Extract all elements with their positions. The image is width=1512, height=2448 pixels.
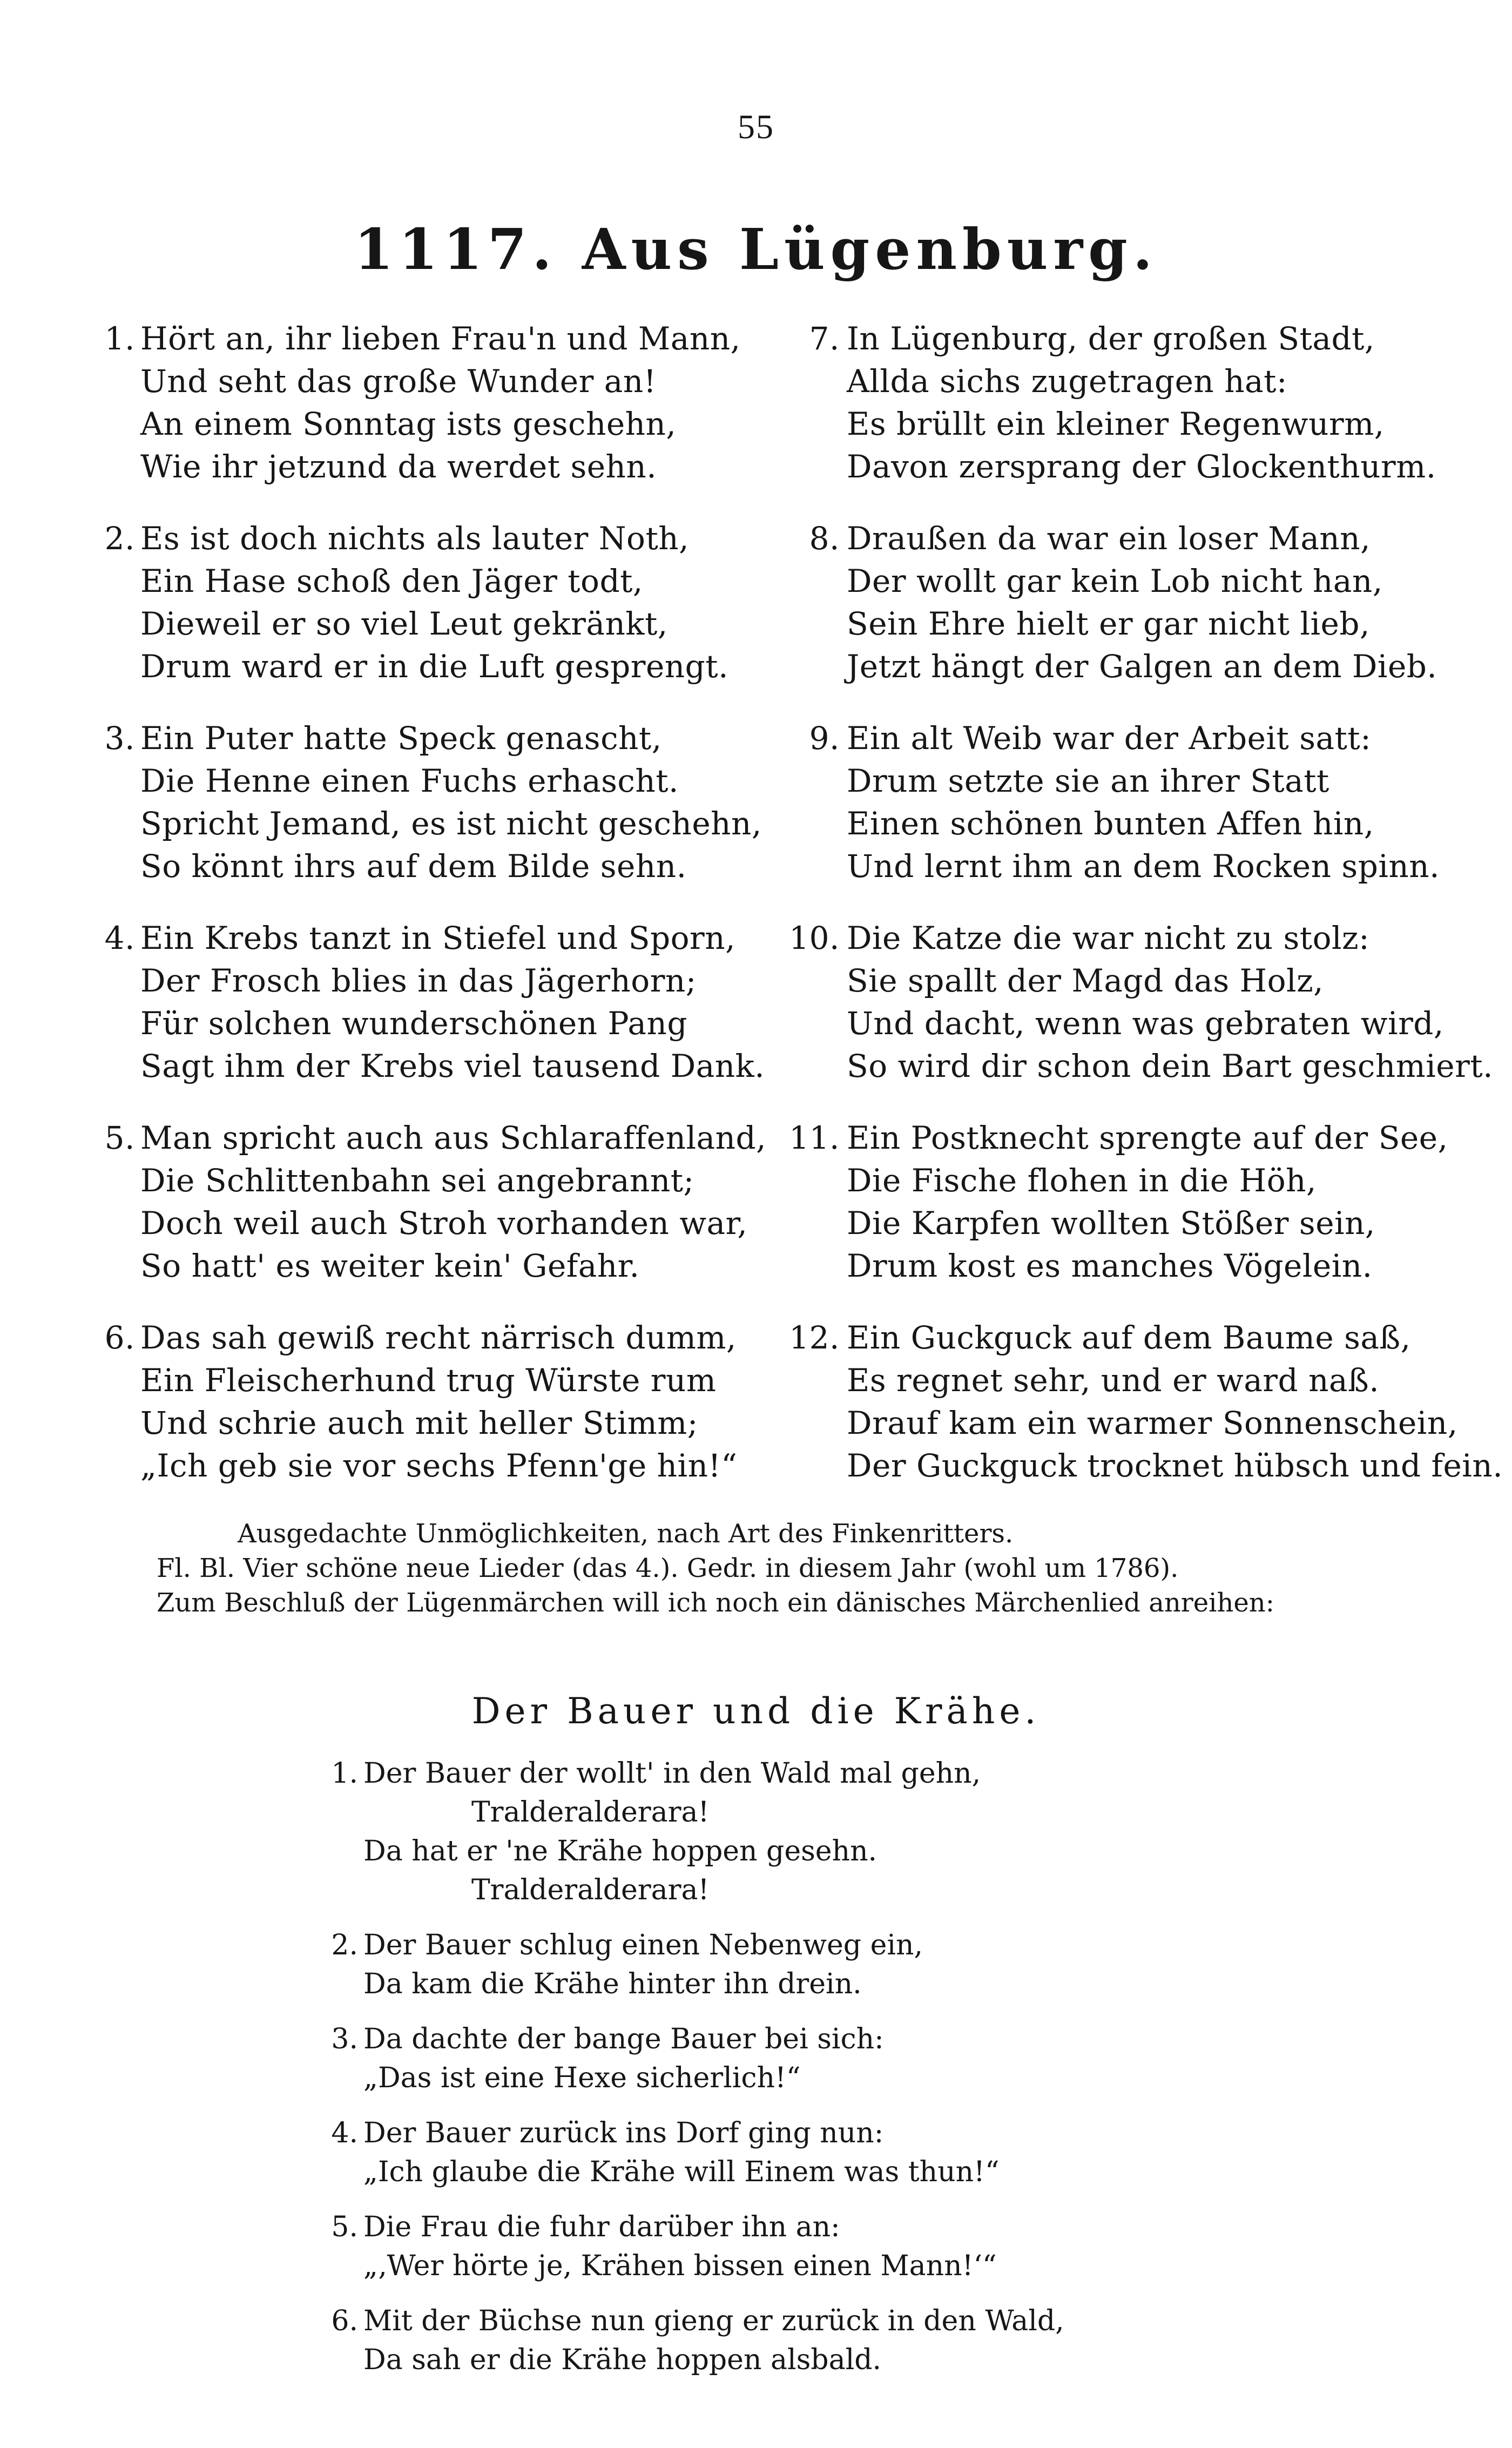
stanza-number: 1. — [331, 1757, 358, 1790]
verse-line: Es brüllt ein kleiner Regenwurm, — [847, 406, 1385, 442]
refrain-line: Tralderalderara! — [471, 1796, 710, 1829]
verse-line: Ein Fleischerhund trug Würste rum — [140, 1362, 717, 1399]
verse-line: Sagt ihm der Krebs viel tausend Dank. — [140, 1048, 765, 1084]
verse-line: Der Frosch blies in das Jägerhorn; — [140, 962, 697, 999]
sub-song-title: Der Bauer und die Krähe. — [471, 1690, 1041, 1732]
verse-line: Die Karpfen wollten Stößer sein, — [847, 1205, 1375, 1242]
verse-line: Es ist doch nichts als lauter Noth, — [140, 520, 690, 557]
verse-line: Mit der Büchse nun gieng er zurück in den Wald, — [363, 2305, 1064, 2337]
verse-line: „‚Wer hörte je, Krähen bissen einen Mann!‘“ — [363, 2250, 997, 2282]
verse-line: Allda sichs zugetragen hat: — [847, 363, 1287, 400]
verse-line: Da dachte der bange Bauer bei sich: — [363, 2023, 884, 2055]
stanza-number: 4. — [331, 2117, 358, 2149]
verse-line: Drum ward er in die Luft gesprengt. — [140, 648, 728, 685]
verse-line: Die Fische flohen in die Höh, — [847, 1162, 1317, 1199]
song-title: 1117. Aus Lügenburg. — [354, 216, 1158, 282]
verse-line: So könnt ihrs auf dem Bilde sehn. — [140, 848, 687, 885]
verse-line: „Ich geb sie vor sechs Pfenn'ge hin!“ — [140, 1447, 738, 1484]
verse-line: Da hat er 'ne Krähe hoppen gesehn. — [363, 1835, 878, 1867]
verse-line: Drum setzte sie an ihrer Statt — [847, 763, 1329, 799]
stanza-number: 11. — [789, 1120, 840, 1156]
stanza-number: 3. — [104, 720, 135, 757]
stanza-number: 5. — [104, 1120, 135, 1156]
verse-line: Die Katze die war nicht zu stolz: — [847, 920, 1370, 956]
source-line: Fl. Bl. Vier schöne neue Lieder (das 4.). Gedr. in diesem Jahr (wohl um 1786). — [157, 1553, 1179, 1583]
verse-line: Dieweil er so viel Leut gekränkt, — [140, 605, 668, 642]
stanza-number: 4. — [104, 920, 135, 956]
source-line: Ausgedachte Unmöglichkeiten, nach Art des Finkenritters. — [238, 1519, 1014, 1549]
verse-line: Ein Hase schoß den Jäger todt, — [140, 563, 643, 599]
verse-line: Ein Postknecht sprengte auf der See, — [847, 1120, 1448, 1156]
verse-line: Ein alt Weib war der Arbeit satt: — [847, 720, 1372, 757]
verse-line: Für solchen wunderschönen Pang — [140, 1005, 687, 1042]
verse-line: Der wollt gar kein Lob nicht han, — [847, 563, 1383, 599]
verse-line: In Lügenburg, der großen Stadt, — [847, 320, 1375, 357]
verse-line: Man spricht auch aus Schlaraffenland, — [140, 1120, 767, 1156]
verse-line: Da kam die Krähe hinter ihn drein. — [363, 1968, 862, 2000]
verse-line: Und schrie auch mit heller Stimm; — [140, 1405, 698, 1441]
verse-line: Draußen da war ein loser Mann, — [847, 520, 1371, 557]
stanza-number: 6. — [104, 1319, 135, 1356]
verse-line: So hatt' es weiter kein' Gefahr. — [140, 1247, 640, 1284]
verse-line: Ein Puter hatte Speck genascht, — [140, 720, 662, 757]
stanza-number: 2. — [331, 1929, 358, 1961]
verse-line: Sie spallt der Magd das Holz, — [847, 962, 1324, 999]
verse-line: Wie ihr jetzund da werdet sehn. — [140, 448, 657, 485]
refrain-line: Tralderalderara! — [471, 1874, 710, 1906]
verse-line: Es regnet sehr, und er ward naß. — [847, 1362, 1380, 1399]
verse-line: Da sah er die Krähe hoppen alsbald. — [363, 2344, 882, 2376]
verse-line: Ein Guckguck auf dem Baume saß, — [847, 1319, 1411, 1356]
source-note — [157, 1516, 1399, 1620]
verse-line: Die Frau die fuhr darüber ihn an: — [363, 2211, 840, 2243]
stanza-number: 12. — [789, 1319, 840, 1356]
verse-line: Sein Ehre hielt er gar nicht lieb, — [847, 605, 1370, 642]
stanza-number: 3. — [331, 2023, 358, 2055]
verse-line: Der Bauer der wollt' in den Wald mal gehn, — [363, 1757, 981, 1790]
verse-line: Jetzt hängt der Galgen an dem Dieb. — [847, 648, 1437, 685]
verse-line: Und seht das große Wunder an! — [140, 363, 657, 400]
verse-line: Das sah gewiß recht närrisch dumm, — [140, 1319, 737, 1356]
verse-line: Ein Krebs tanzt in Stiefel und Sporn, — [140, 920, 736, 956]
verse-line: Der Bauer schlug einen Nebenweg ein, — [363, 1929, 923, 1961]
verse-line: Der Bauer zurück ins Dorf ging nun: — [363, 2117, 884, 2149]
verse-line: Doch weil auch Stroh vorhanden war, — [140, 1205, 748, 1242]
verse-line: Einen schönen bunten Affen hin, — [847, 805, 1374, 842]
verse-line: Und dacht, wenn was gebraten wird, — [847, 1005, 1444, 1042]
verse-line: „Das ist eine Hexe sicherlich!“ — [363, 2062, 801, 2094]
stanza-number: 9. — [809, 720, 840, 757]
source-line: Zum Beschluß der Lügenmärchen will ich noch ein dänisches Märchenlied anreihen: — [157, 1588, 1274, 1618]
verse-line: „Ich glaube die Krähe will Einem was thun!“ — [363, 2156, 1000, 2188]
verse-line: Drum kost es manches Vögelein. — [847, 1247, 1373, 1284]
stanza-number: 7. — [809, 320, 840, 357]
verse-line: Spricht Jemand, es ist nicht geschehn, — [140, 805, 762, 842]
verse-line: Und lernt ihm an dem Rocken spinn. — [847, 848, 1440, 885]
stanza-number: 8. — [809, 520, 840, 557]
verse-line: So wird dir schon dein Bart geschmiert. — [847, 1048, 1494, 1084]
stanza-number: 2. — [104, 520, 135, 557]
page-number: 55 — [738, 107, 774, 146]
verse-line: Der Guckguck trocknet hübsch und fein. — [847, 1447, 1503, 1484]
stanza-number: 10. — [789, 920, 840, 956]
stanza-number: 6. — [331, 2305, 358, 2337]
verse-line: Hört an, ihr lieben Frau'n und Mann, — [140, 320, 741, 357]
verse-line: Drauf kam ein warmer Sonnenschein, — [847, 1405, 1458, 1441]
stanza-number: 5. — [331, 2211, 358, 2243]
verse-line: Davon zersprang der Glockenthurm. — [847, 448, 1436, 485]
stanza-number: 1. — [104, 320, 135, 357]
verse-line: Die Schlittenbahn sei angebrannt; — [140, 1162, 694, 1199]
verse-line: An einem Sonntag ists geschehn, — [140, 406, 677, 442]
verse-line: Die Henne einen Fuchs erhascht. — [140, 763, 679, 799]
